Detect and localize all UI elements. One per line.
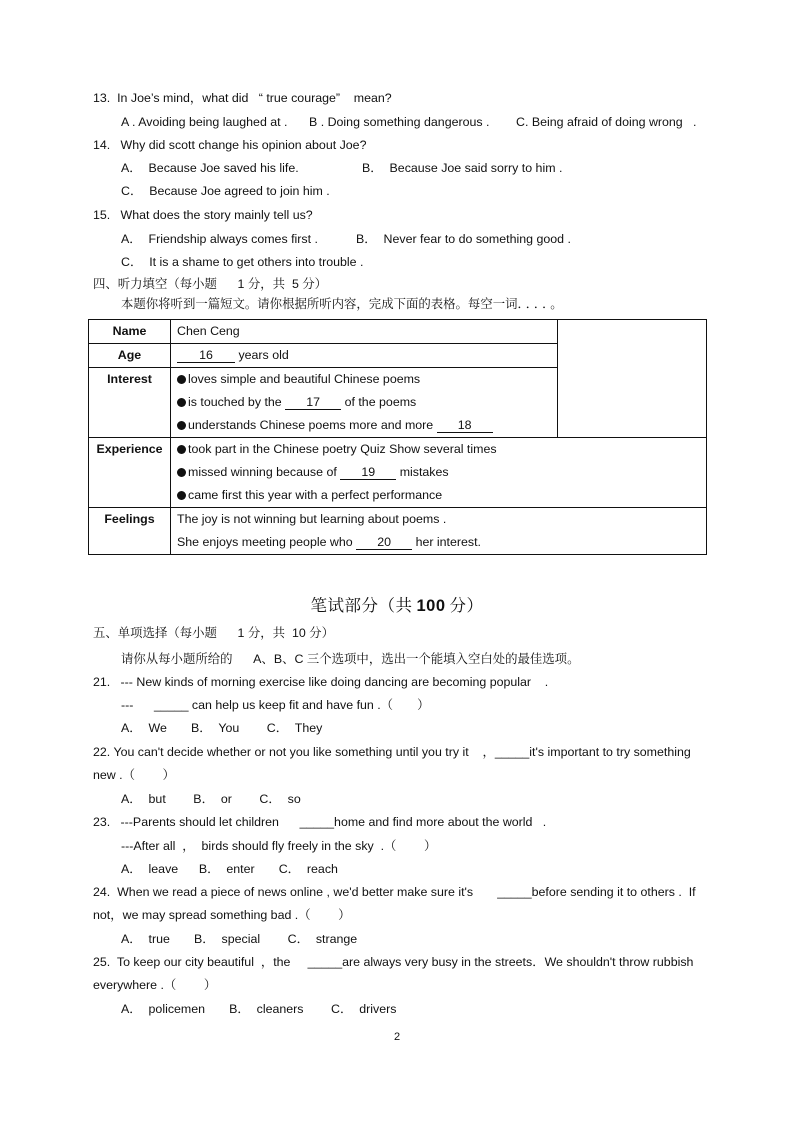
question-25-line-2: everywhere .（ ）	[93, 978, 217, 992]
experience-item: came first this year with a perfect performance	[171, 484, 706, 507]
question-25-line-1: 25. To keep our city beautiful ，the _____are always very busy in the streets．We shouldn't throw rubbish	[93, 955, 694, 969]
page-number: 2	[393, 1031, 401, 1043]
question-22-line-2: new .（ ）	[93, 768, 175, 782]
question-21-line-1: 21. --- New kinds of morning exercise like doing dancing are becoming popular .	[93, 675, 549, 689]
interest-label: Interest	[89, 368, 171, 438]
section-5-instruction: 请你从每小题所给的 A、B、C 三个选项中，选出一个能填入空白处的最佳选项。	[121, 652, 580, 666]
bullet-icon	[177, 375, 186, 384]
bullet-icon	[177, 491, 186, 500]
experience-values	[171, 438, 707, 508]
empty-cell	[558, 320, 707, 438]
bullet-icon	[177, 421, 186, 430]
name-value: Chen Ceng	[171, 320, 558, 344]
question-22-options: A． but B． or C． so	[121, 792, 301, 806]
bullet-icon	[177, 398, 186, 407]
bullet-icon	[177, 468, 186, 477]
question-21-line-2: --- _____ can help us keep fit and have fun .（ ）	[121, 698, 430, 712]
question-24-line-1: 24. When we read a piece of news online , we'd better make sure it's _____before sending it to others . If	[93, 885, 696, 899]
interest-item: understands Chinese poems more and more 18	[171, 414, 557, 437]
experience-item: took part in the Chinese poetry Quiz Show several times	[171, 438, 706, 461]
question-15-option-c: C． It is a shame to get others into trouble .	[121, 255, 364, 269]
bullet-icon	[177, 445, 186, 454]
question-23-line-1: 23. ---Parents should let children _____home and find more about the world .	[93, 815, 547, 829]
interest-item: loves simple and beautiful Chinese poems	[171, 368, 557, 391]
question-24-line-2: not，we may spread something bad .（ ）	[93, 908, 351, 922]
answer-blank-19: 19	[340, 465, 396, 480]
answer-blank-16: 16	[177, 348, 235, 363]
section-4-title: 四、听力填空（每小题 1 分，共 5 分）	[93, 277, 328, 291]
question-22-line-1: 22. You can't decide whether or not you like something until you try it ，_____it's important to try something	[93, 745, 691, 759]
question-13-option-a: A . Avoiding being laughed at .	[121, 115, 288, 129]
experience-label: Experience	[89, 438, 171, 508]
question-25-options: A． policemen B． cleaners C． drivers	[121, 1002, 397, 1016]
section-5-title: 五、单项选择（每小题 1 分，共 10 分）	[93, 626, 334, 640]
question-14-option-b: B． Because Joe said sorry to him .	[362, 161, 563, 175]
question-14-option-c: C． Because Joe agreed to join him .	[121, 184, 330, 198]
answer-blank-17: 17	[285, 395, 341, 410]
feelings-values: The joy is not winning but learning about poems . She enjoys meeting people who 20 her interest.	[171, 508, 707, 555]
age-value: 16 years old	[171, 344, 558, 368]
question-15-option-a: A． Friendship always comes first .	[121, 232, 318, 246]
answer-blank-18: 18	[437, 418, 493, 433]
question-14-option-a: A． Because Joe saved his life.	[121, 161, 299, 175]
age-label: Age	[89, 344, 171, 368]
question-15-stem: 15. What does the story mainly tell us?	[93, 208, 313, 222]
section-4-instruction: 本题你将听到一篇短文。请你根据所听内容，完成下面的表格。每空一词．．．．。	[121, 297, 565, 311]
question-24-options: A． true B． special C． strange	[121, 932, 358, 946]
experience-item: missed winning because of 19 mistakes	[171, 461, 706, 484]
question-13-stem: 13. In Joe’s mind，what did “ true courage” mean?	[93, 91, 392, 105]
name-label: Name	[89, 320, 171, 344]
interest-values	[171, 368, 558, 438]
listening-table	[88, 319, 707, 555]
interest-item: is touched by the 17 of the poems	[171, 391, 557, 414]
question-23-options: A． leave B． enter C． reach	[121, 862, 338, 876]
question-13-option-c: C. Being afraid of doing wrong .	[516, 115, 697, 129]
feelings-label: Feelings	[89, 508, 171, 555]
question-23-line-2: ---After all ， birds should fly freely in the sky .（ ）	[121, 839, 437, 853]
question-15-option-b: B． Never fear to do something good .	[356, 232, 571, 246]
question-13-option-b: B . Doing something dangerous .	[309, 115, 490, 129]
written-part-title: 笔试部分（共 100 分）	[310, 597, 484, 615]
question-14-stem: 14. Why did scott change his opinion about Joe?	[93, 138, 367, 152]
question-21-options: A． We B． You C． They	[121, 721, 323, 735]
answer-blank-20: 20	[356, 535, 412, 550]
